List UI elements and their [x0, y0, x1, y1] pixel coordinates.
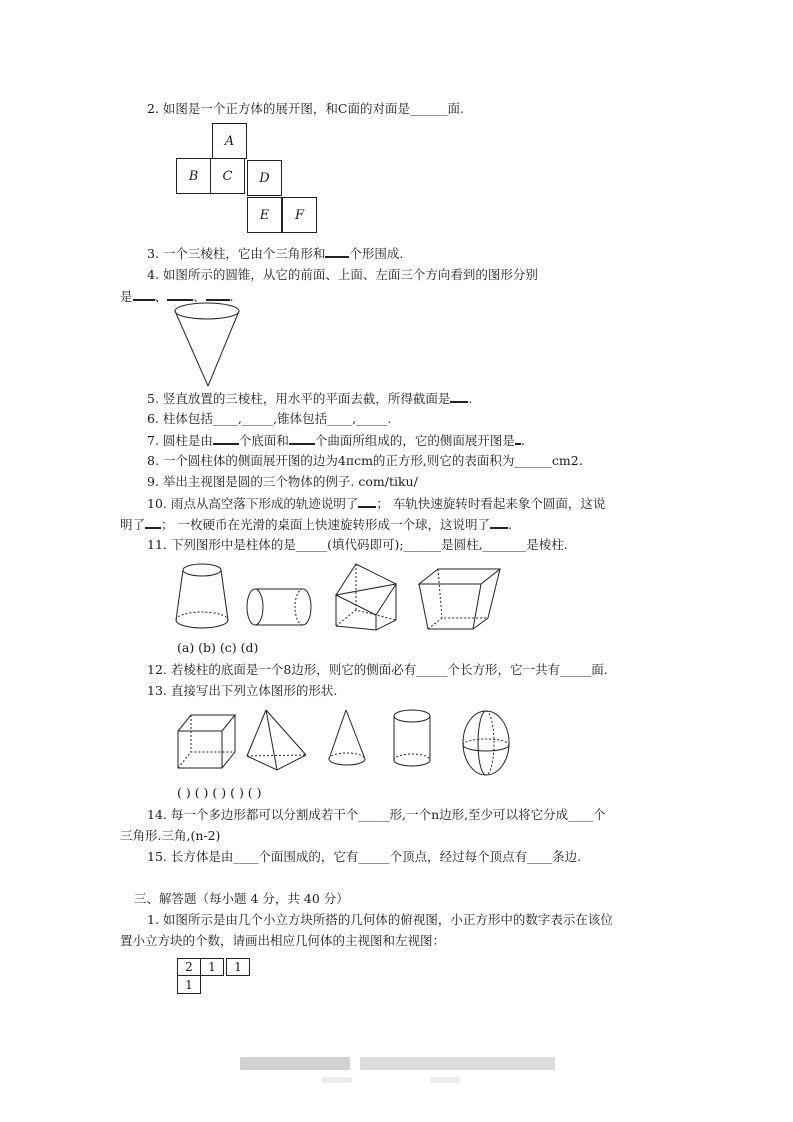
question-11: 11. 下列图形中是柱体的是_____(填代码即可);______是圆柱,_______是棱柱. — [147, 537, 568, 552]
question-15: 15. 长方体是由____个面围成的，它有_____个顶点，经过每个顶点有____条边. — [147, 849, 582, 864]
q4-end: . — [229, 289, 234, 304]
cube-shape — [178, 715, 235, 768]
q10-blank-2 — [145, 516, 161, 529]
q4-text: 是 — [120, 289, 133, 304]
question-4-line1: 4. 如图所示的圆锥，从它的前面、上面、左面三个方向看到的图形分别 — [147, 267, 538, 282]
q5-blank — [450, 390, 468, 403]
q7-text: 个底面和 — [238, 433, 289, 448]
q10-end: . — [508, 517, 512, 532]
question-12: 12. 若棱柱的底面是一个8边形，则它的侧面必有_____个长方形，它一共有_____面. — [147, 662, 608, 677]
q11-solids-figure — [170, 560, 510, 640]
net-face-d: D — [247, 160, 282, 196]
question-14-line2: 三角形.三角,(n-2) — [120, 828, 221, 843]
q5-text: 5. 竖直放置的三棱柱，用水平的平面去截，所得截面是 — [147, 391, 451, 406]
question-14-line1: 14. 每一个多边形都可以分割成若干个_____形,一个n边形,至少可以将它分成____个 — [147, 807, 606, 822]
grid-cell: 2 — [177, 958, 201, 976]
grid-cell: 1 — [226, 958, 250, 976]
small-cone-shape — [329, 710, 365, 765]
q11-figure-labels: (a) (b) (c) (d) — [177, 640, 259, 655]
q10-text: 10. 雨点从高空落下形成的轨迹说明了 — [147, 496, 359, 511]
q10-text: ； 一枚硬币在光滑的桌面上快速旋转形成一个球，这说明了 — [161, 517, 490, 532]
q13-answer-blanks: ( ) ( ) ( ) ( ) ( ) — [177, 785, 262, 800]
question-6: 6. 柱体包括____,_____,锥体包括____,_____. — [147, 411, 392, 426]
problem-1-line1: 1. 如图所示是由几个小立方块所搭的几何体的俯视图，小正方形中的数字表示在该位 — [147, 912, 613, 927]
q10-text: 明了 — [120, 517, 146, 532]
question-9: 9. 举出主视图是圆的三个物体的例子. com/tiku/ — [147, 474, 418, 489]
q7-end: . — [520, 433, 525, 448]
q7-text: 个曲面所组成的，它的侧面展开图是 — [314, 433, 515, 448]
net-face-f: F — [282, 197, 317, 233]
q5-end: . — [468, 391, 473, 406]
net-face-b: B — [176, 158, 211, 194]
question-3 — [147, 245, 403, 262]
question-13: 13. 直接写出下列立体图形的形状. — [147, 683, 338, 698]
pyramid-shape — [247, 710, 306, 770]
question-8: 8. 一个圆柱体的侧面展开图的边为4πcm的正方形,则它的表面积为______cm2. — [147, 453, 583, 468]
q7-text: 7. 圆柱是由 — [147, 433, 213, 448]
cone-figure — [172, 300, 244, 390]
q4-blank-1 — [133, 288, 155, 301]
grid-cell: 1 — [200, 958, 224, 976]
q4-sep: 、 — [193, 289, 206, 304]
q3-text: 3. 一个三棱柱，它由个三角形和 — [147, 246, 326, 261]
question-10-line1 — [147, 495, 605, 512]
question-7 — [147, 432, 525, 449]
horizontal-cylinder-shape — [247, 589, 311, 625]
net-face-e: E — [247, 197, 282, 233]
question-5 — [147, 390, 472, 407]
q4-sep: 、 — [154, 289, 168, 304]
triangular-prism-shape — [336, 564, 396, 630]
q7-blank-2 — [289, 432, 315, 445]
q3-text-end: 个形围成. — [349, 246, 404, 261]
problem-1-line2: 置小立方块的个数，请画出相应几何体的主视图和左视图： — [120, 933, 446, 948]
q13-solids-figure — [170, 705, 530, 780]
sphere-shape — [463, 711, 509, 775]
q10-text: ； 车轨快速旋转时看起来象个圆面，这说 — [376, 496, 606, 511]
q3-blank — [325, 245, 349, 258]
frustum-shape — [176, 564, 228, 628]
section-3-title: 三、解答题（每小题 4 分，共 40 分） — [134, 891, 349, 906]
question-10-line2 — [120, 516, 512, 533]
cylinder-shape — [394, 710, 430, 766]
grid-cell: 1 — [177, 975, 201, 994]
q10-blank-1 — [358, 495, 376, 508]
net-face-a: A — [212, 123, 247, 159]
q7-blank-1 — [213, 432, 239, 445]
q10-blank-3 — [490, 516, 508, 529]
question-2: 2. 如图是一个正方体的展开图，和C面的对面是______面. — [147, 101, 464, 116]
quadrilateral-prism-shape — [419, 569, 500, 629]
net-face-c: C — [210, 158, 245, 194]
